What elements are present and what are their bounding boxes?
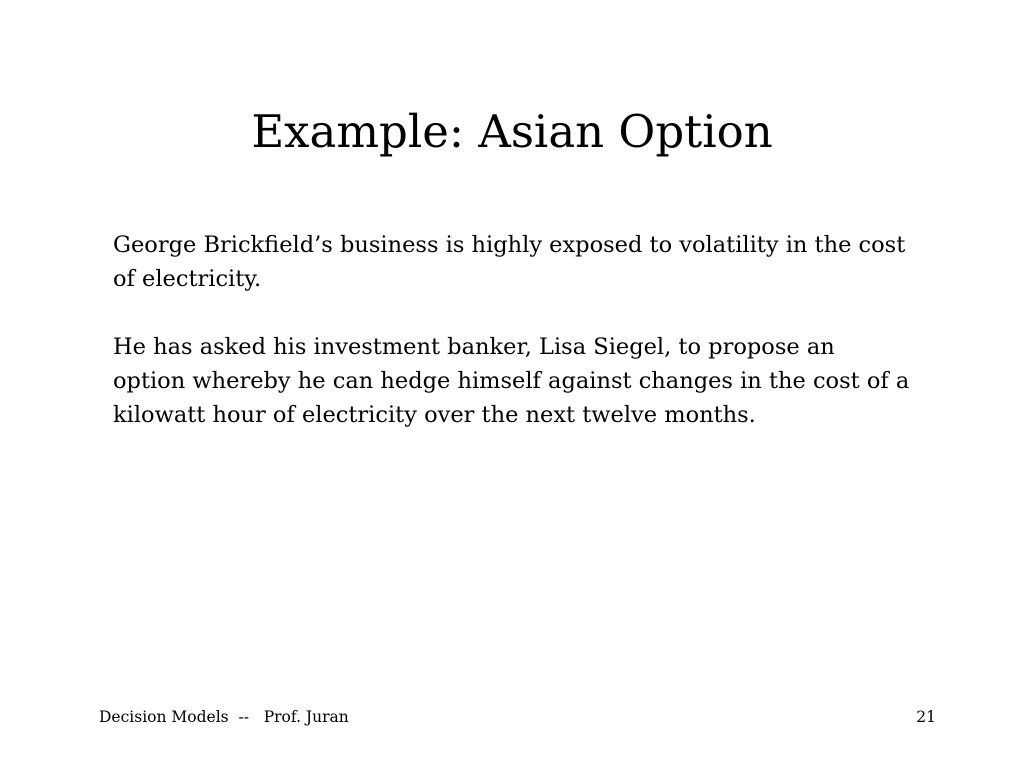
slide-body [113,228,913,432]
body-paragraph-2: He has asked his investment banker, Lisa Siegel, to propose an option whereby he can hedge himself against changes in the cost of a kilowatt hour of electricity over the next twelve months. [113,334,910,428]
slide-title: Example: Asian Option [251,105,773,158]
body-paragraph-1: George Brickfield’s business is highly exposed to volatility in the cost of electricity. [113,232,906,292]
footer-course-label: Decision Models -- Prof. Juran [99,708,349,726]
slide-number: 21 [916,708,936,726]
